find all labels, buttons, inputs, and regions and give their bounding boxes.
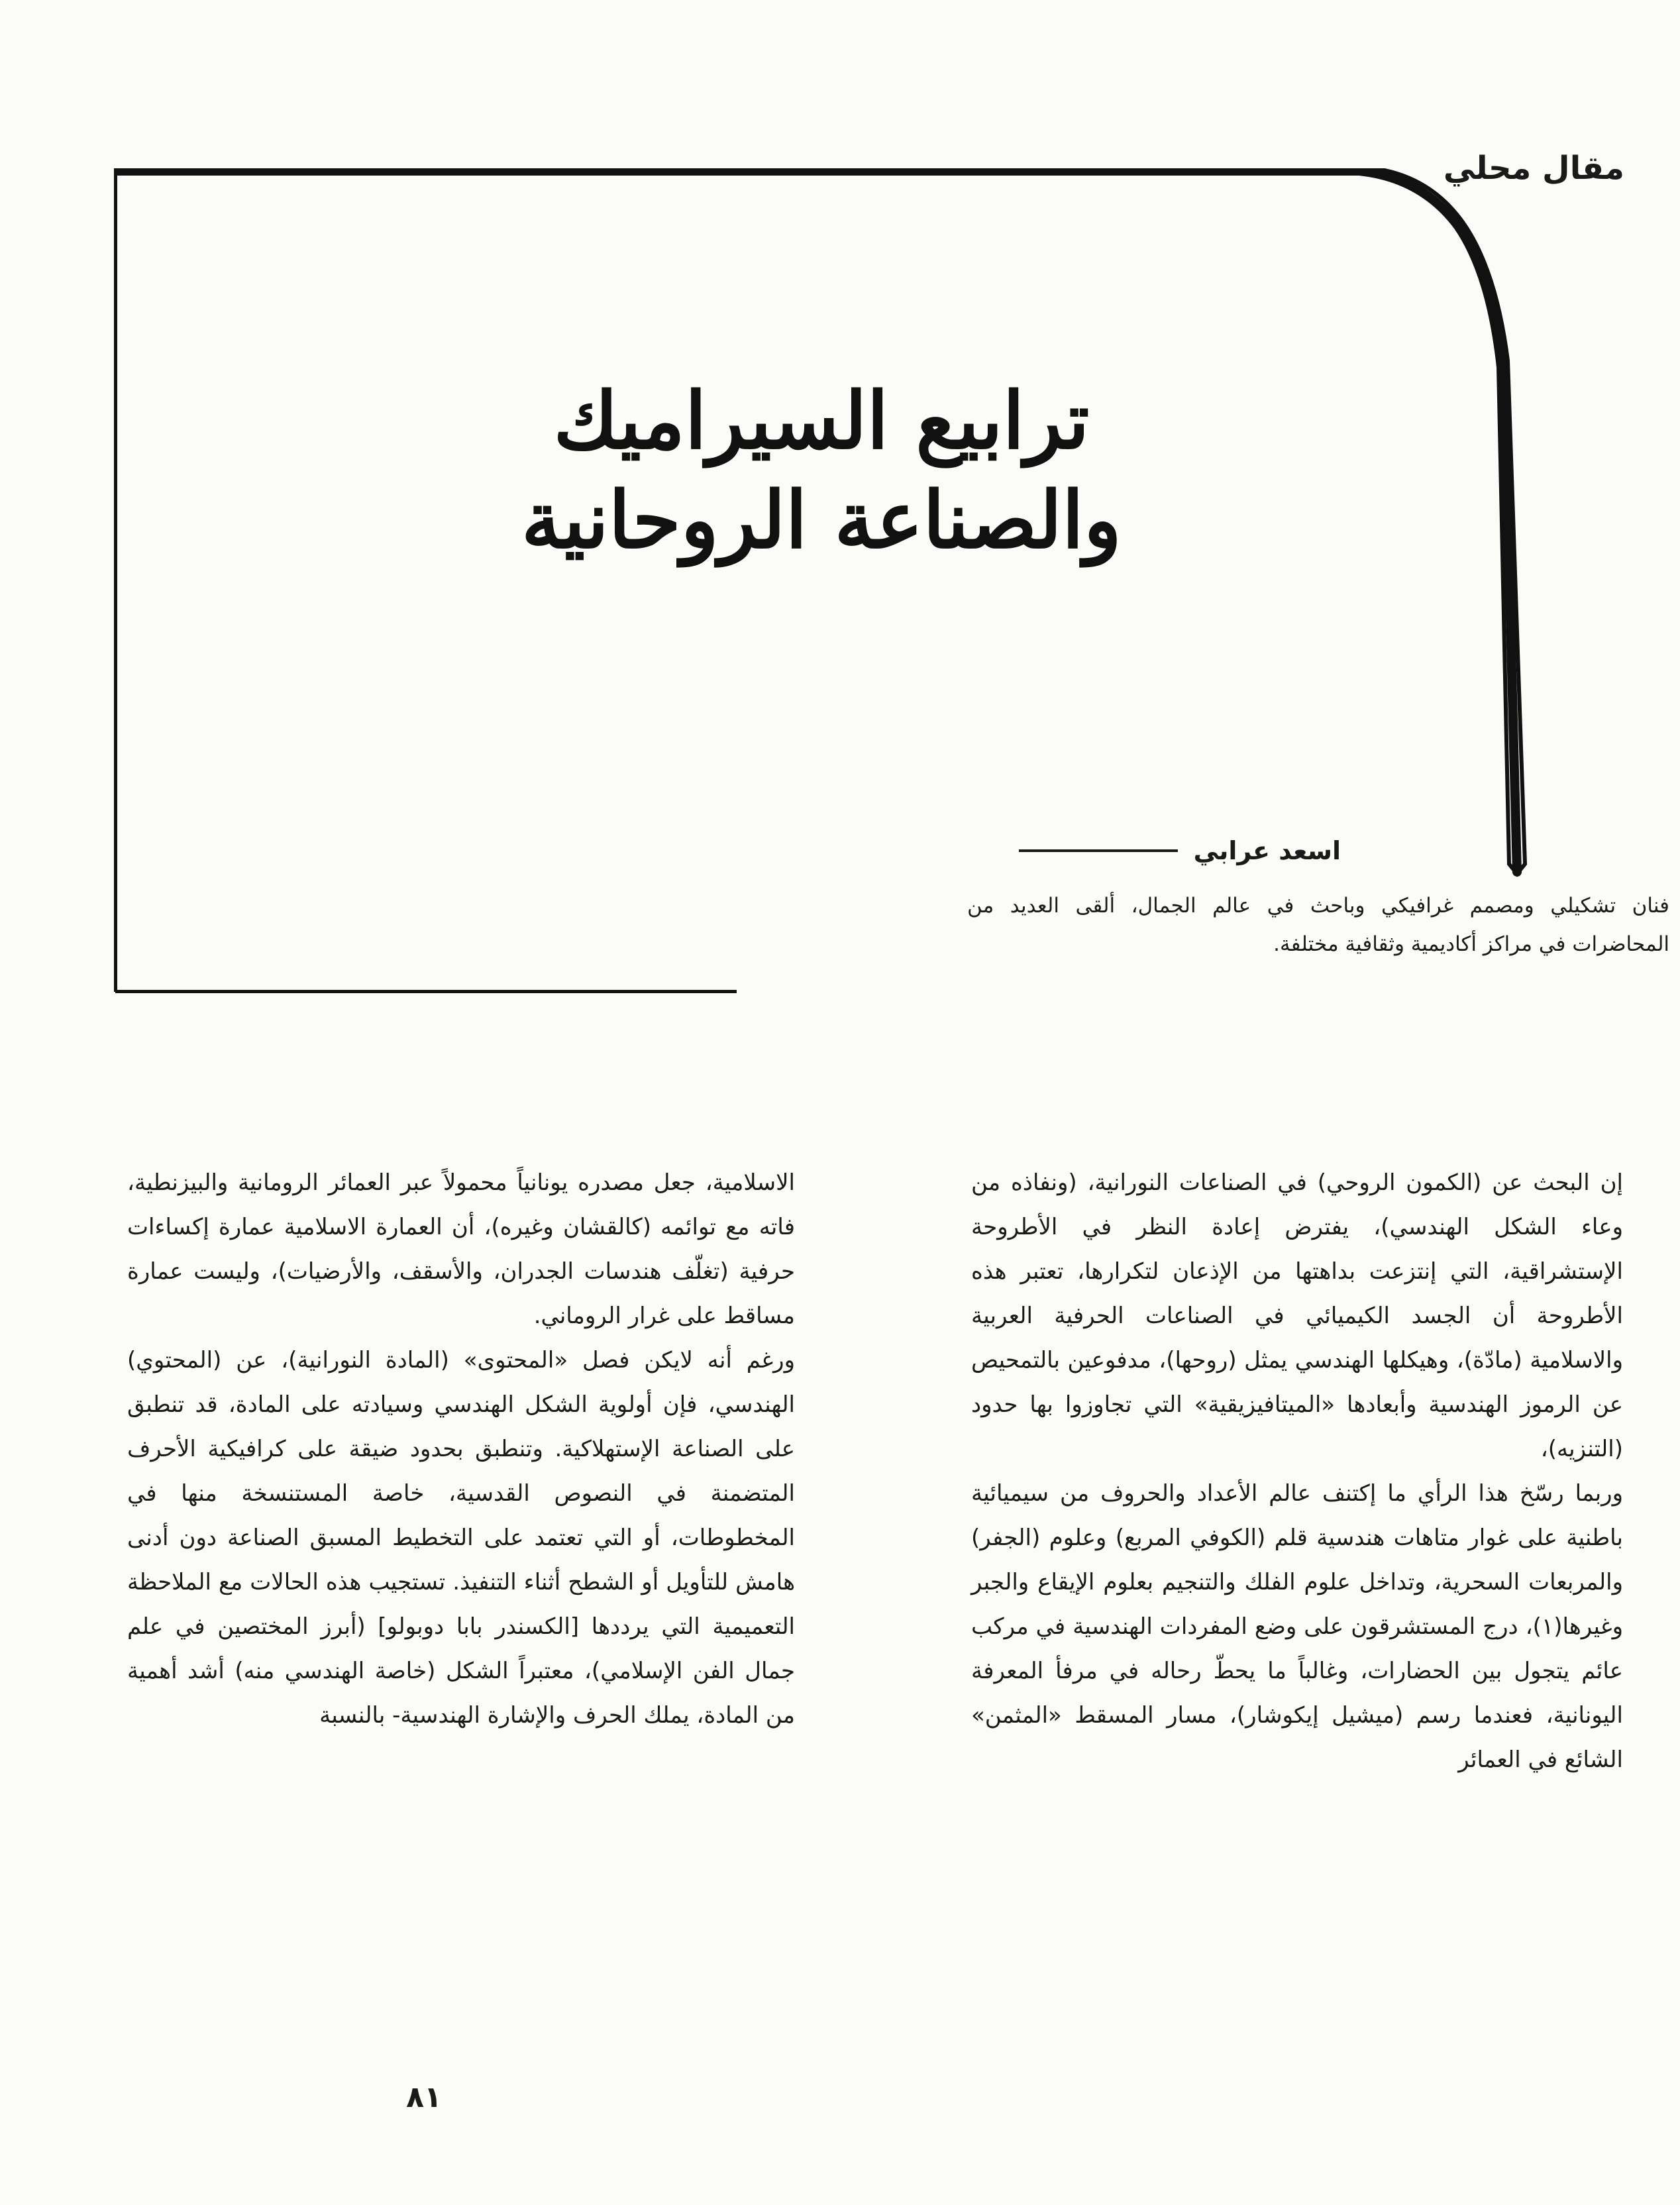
paragraph: إن البحث عن (الكمون الروحي) في الصناعات النورانية، (ونفاذه من وعاء الشكل الهندسي)، يفترض إعادة النظر في الأطروحة الإستشراقية، التي إنتزعت بداهتها من الإذعان لتكرارها، تعتبر هذه الأطروحة أن الجسد الكيميائي في الصناعات الحرفية العربية والاسلامية (مادّة)، وهيكلها الهندسي يمثل (روحها)، مدفوعين بالتمحيص عن الرموز الهندسية وأبعادها «الميتافيزيقية» التي تجاوزوا بها حدود (التنزيه)، bbox=[971, 1169, 1623, 1462]
show-through-texture bbox=[126, 179, 762, 974]
page-number: ٨١ bbox=[406, 2080, 442, 2114]
paragraph: ورغم أنه لايكن فصل «المحتوى» (المادة النورانية)، عن (المحتوي) الهندسي، فإن أولوية الشكل الهندسي وسيادته على المادة، قد تنطبق على الصناعة الإستهلاكية. وتنطبق بحدود ضيقة على كرافيكية الأحرف المتضمنة في النصوص القدسية، خاصة المستنسخة منها في المخطوطات، أو التي تعتمد على التخطيط المسبق الصناعة دون أدنى هامش للتأويل أو الشطح أثناء التنفيذ. تستجيب هذه الحالات مع الملاحظة التعميمية التي يرددها [الكسندر بابا دوبولو] (أبرز المختصين في علم جمال الفن الإسلامي)، معتبراً الشكل (خاصة الهندسي منه) أشد أهمية من المادة، يملك الحرف والإشارة الهندسية- بالنسبة bbox=[127, 1347, 795, 1729]
title-line-1: ترابيع السيراميك bbox=[553, 374, 1090, 466]
section-label: مقال محلي bbox=[1443, 150, 1624, 187]
paragraph: الاسلامية، جعل مصدره يونانياً محمولاً عبر العمائر الرومانية والبيزنطية، فاته مع توائمه (كالقشان وغيره)، أن العمارة الاسلامية عمارة إكساءات حرفية (تغلّف هندسات الجدران، والأسقف، والأرضيات)، وليست عمارة مساقط على غرار الروماني. bbox=[127, 1169, 795, 1329]
body-column-right bbox=[971, 1161, 1623, 1782]
article-title bbox=[358, 371, 1285, 570]
author-bio: فنان تشكيلي ومصمم غرافيكي وباحث في عالم الجمال، ألقى العديد من المحاضرات في مراكز أكاديمية وثقافية مختلفة. bbox=[967, 894, 1669, 956]
byline bbox=[996, 836, 1341, 865]
paragraph: وربما رسّخ هذا الرأي ما إكتنف عالم الأعداد والحروف من سيميائية باطنية على غوار متاهات هندسية قلم (الكوفي المربع) وعلوم (الجفر) والمربعات السحرية، وتداخل علوم الفلك والتنجيم بعلوم الإيقاع والجبر وغيرها(١)، درج المستشرقون على وضع المفردات الهندسية في مركب عائم يتجول بين الحضارات، وغالباً ما يحطّ رحاله في مرفأ المعرفة اليونانية، فعندما رسم (ميشيل إيكوشار)، مسار المسقط «المثمن» الشائع في العمائر bbox=[971, 1480, 1623, 1773]
title-line-2: والصناعة الروحانية bbox=[521, 474, 1122, 566]
author-name: اسعد عرابي bbox=[1193, 836, 1341, 865]
body-column-left bbox=[127, 1161, 795, 1738]
byline-rule bbox=[1019, 849, 1178, 852]
